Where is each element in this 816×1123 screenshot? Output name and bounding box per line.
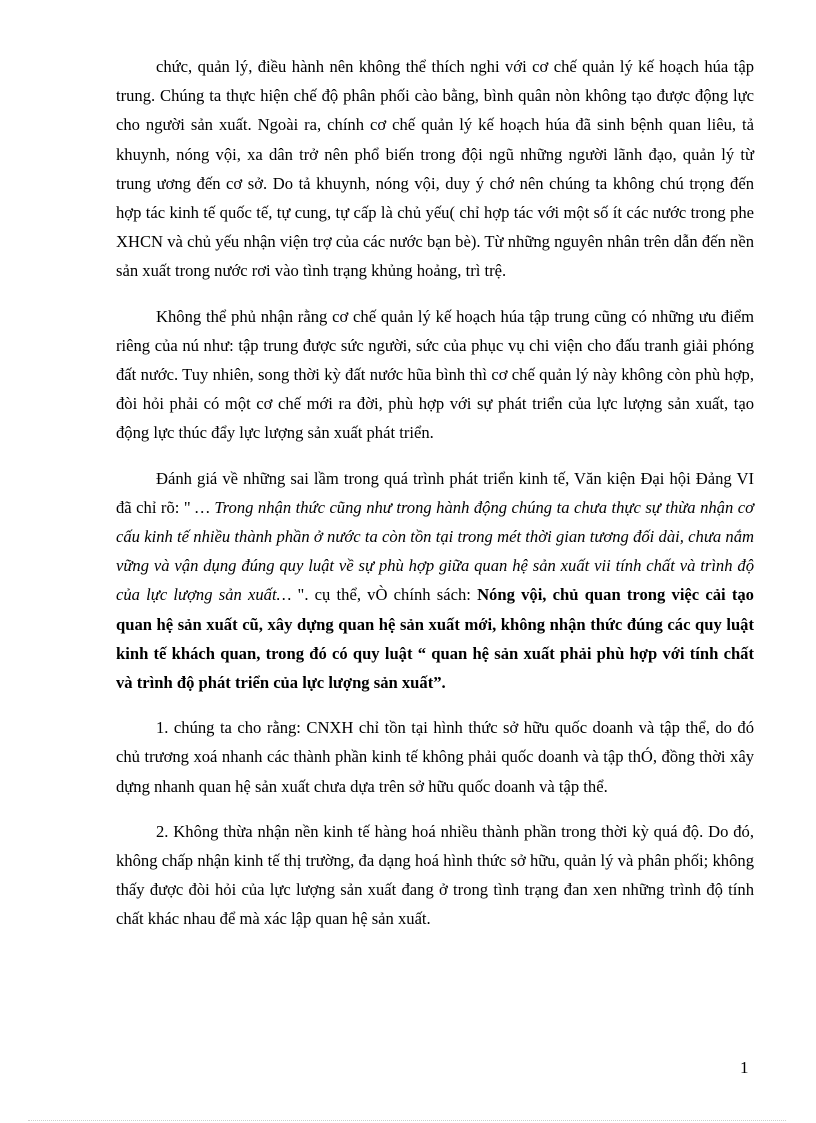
party-congress-quote: … Trong nhận thức cũng như trong hành động chúng ta chưa thực sự thừa nhận cơ cấu kinh tế nhiều thành phần ở nước ta còn tồn tại trong mét thời gian tương đối dài, chưa nắm vững và vận dụng đúng quy luật về sự phù hợp giữa quan hệ sản xuất vii tính chất và trình độ của lực lượng sản xuất…	[116, 497, 754, 605]
paragraph-2: Không thể phủ nhận rằng cơ chế quản lý kế hoạch húa tập trung cũng có những ưu điểm riêng của nú như: tập trung được sức người, sức của phục vụ chi viện cho đấu tranh giải phóng đất nước. Tuy nhiên, song thời kỳ đất nước hũa bình thì cơ chế quản lý này không còn phù hợp, đòi hỏi phải có một cơ chế mới ra đời, phù hợp với sự phát triển của lực lượng sản xuất, tạo động lực thúc đẩy lực lượng sản xuất phát triển.	[116, 306, 754, 443]
policy-mistakes-bold: Nóng vội, chủ quan trong việc cải tạo quan hệ sản xuất cũ, xây dựng quan hệ sản xuất mới, không nhận thức đúng các quy luật kinh tế khách quan, trong đó có quy luật “ quan hệ sản xuất phải phù hợp với tính chất và trình độ phát triển của lực lượng sản xuất”.	[116, 585, 754, 693]
paragraph-1: chức, quản lý, điều hành nên không thể thích nghi với cơ chế quản lý kế hoạch húa tập trung. Chúng ta thực hiện chế độ phân phối cào bằng, bình quân nòn không tạo được động lực cho người sản xuất. Ngoài ra, chính cơ chế quản lý kế hoạch húa đã sinh bệnh quan liêu, tả khuynh, nóng vội, xa dân trở nên phổ biến trong đội ngũ những người lãnh đạo, quản lý từ trung ương đến cơ sở. Do tả khuynh, nóng vội, duy ý chớ nên chúng ta không chú trọng đến hợp tác kinh tế quốc tế, tự cung, tự cấp là chủ yếu( chỉ hợp tác với một số ít các nước trong phe XHCN và chủ yếu nhận viện trợ của các nước bạn bè). Từ những nguyên nhân trên dẫn đến nền sản xuất trong nước rơi vào tình trạng khủng hoảng, trì trệ.	[116, 57, 754, 281]
numbered-point-2: 2. Không thừa nhận nền kinh tế hàng hoá nhiều thành phần trong thời kỳ quá độ. Do đó, không chấp nhận kinh tế thị trường, đa dạng hoá hình thức sở hữu, quản lý và phân phối; không thấy được đòi hỏi của lực lượng sản xuất đang ở trong tình trạng đan xen những trình độ tính chất khác nhau để mà xác lập quan hệ sản xuất.	[116, 821, 754, 929]
page-bottom-divider	[28, 1120, 786, 1121]
paragraph-3	[116, 464, 754, 698]
numbered-point-1: 1. chúng ta cho rằng: CNXH chỉ tồn tại hình thức sở hữu quốc doanh và tập thể, do đó chủ trương xoá nhanh các thành phần kinh tế không phải quốc doanh và tập thÓ, đồng thời xây dựng nhanh quan hệ sản xuất chưa dựa trên sở hữu quốc doanh và tập thể.	[116, 718, 754, 796]
paragraph-3-lead: Đánh giá về những sai lầm trong quá trình phát triển kinh tế, Văn kiện Đại hội Đảng VI đã chỉ rõ: "	[116, 468, 754, 517]
page-number: 1	[740, 1058, 749, 1077]
document-body	[116, 52, 754, 934]
paragraph-3-connector: ". cụ thể, vÒ chính sách:	[291, 585, 478, 605]
